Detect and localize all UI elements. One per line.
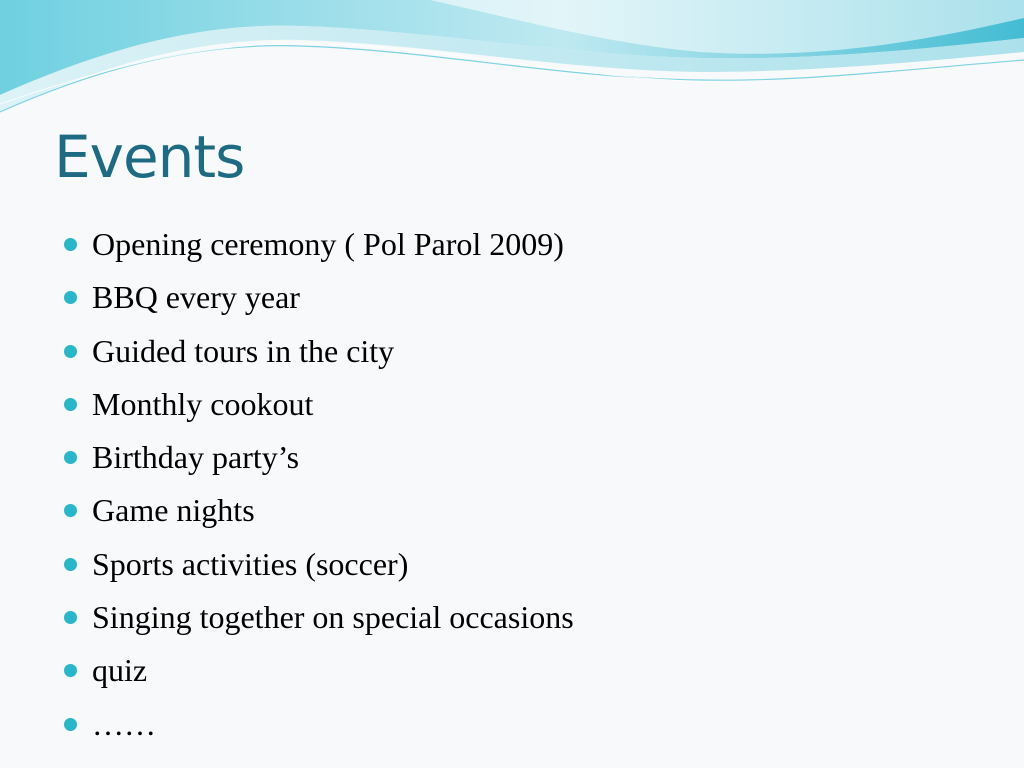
bullet-item [0,431,574,484]
bullet-dot-icon [64,558,77,571]
bullet-item [0,698,574,751]
decorative-wave-banner [0,0,1024,120]
bullet-dot-icon [64,291,77,304]
slide-title: Events [54,123,245,191]
bullet-item [0,271,574,324]
bullet-item [0,218,574,271]
bullet-dot-icon [64,451,77,464]
bullet-text: …… [92,705,156,742]
bullet-item [0,325,574,378]
bullet-item [0,591,574,644]
bullet-item [0,538,574,591]
bullet-text: Opening ceremony ( Pol Parol 2009) [92,226,564,262]
bullet-dot-icon [64,611,77,624]
bullet-list [0,218,574,751]
bullet-text: Monthly cookout [92,385,314,422]
bullet-dot-icon [64,398,77,411]
bullet-text: Guided tours in the city [92,332,395,369]
bullet-dot-icon [64,238,77,251]
bullet-dot-icon [64,718,77,731]
bullet-text: BBQ every year [92,279,300,316]
bullet-item [0,484,574,537]
bullet-dot-icon [64,345,77,358]
bullet-text: Birthday party’s [92,439,300,476]
bullet-text: quiz [92,652,148,689]
bullet-item [0,378,574,431]
bullet-item [0,644,574,697]
bullet-text: Singing together on special occasions [92,599,574,636]
bullet-dot-icon [64,504,77,517]
bullet-dot-icon [64,664,77,677]
bullet-text: Game nights [92,492,255,529]
bullet-text: Sports activities (soccer) [92,545,409,582]
